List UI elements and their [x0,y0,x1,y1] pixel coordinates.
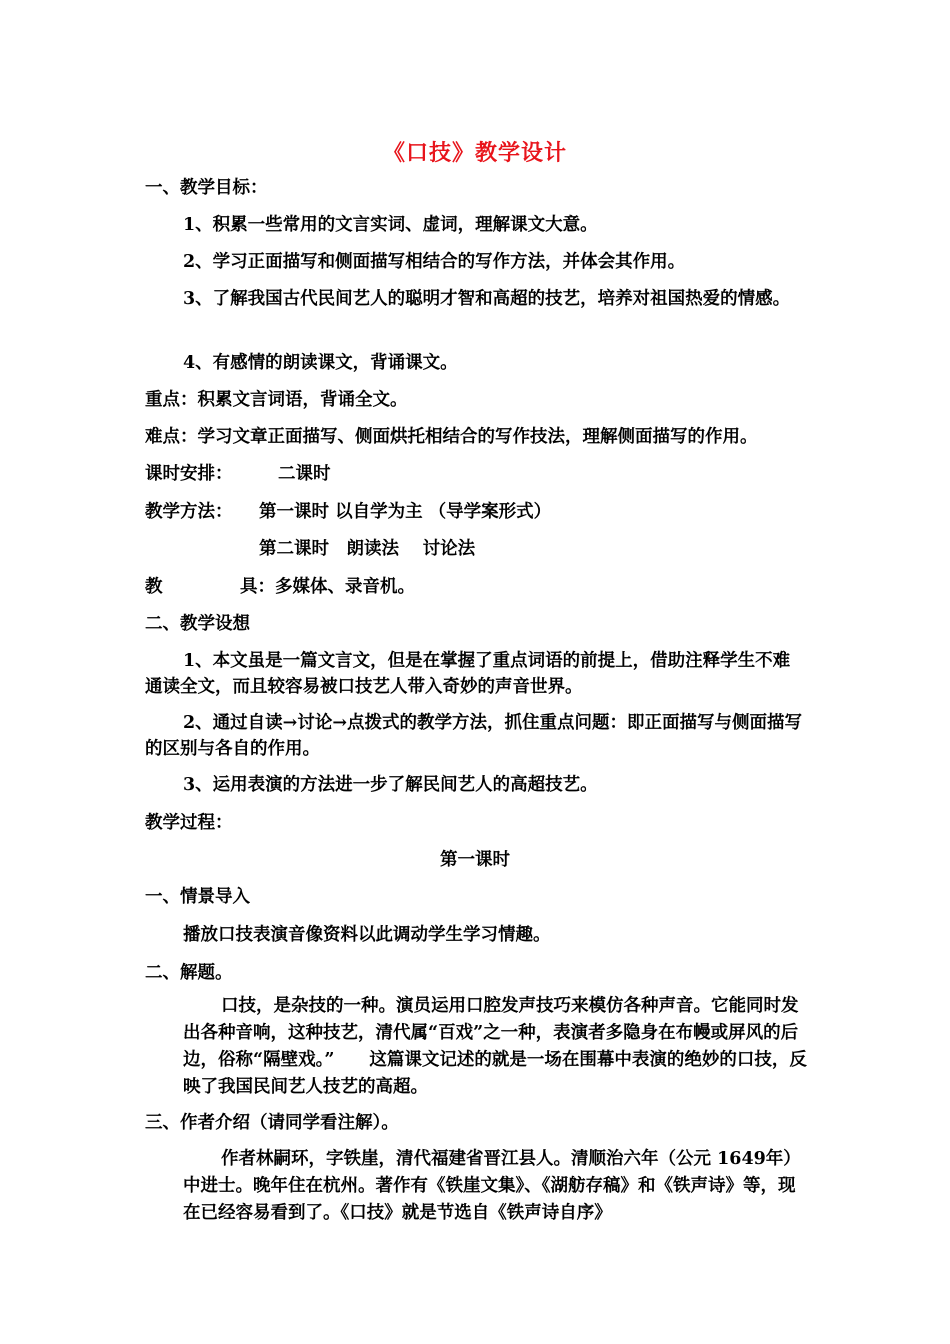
objective-3: 3、了解我国古代民间艺人的聪明才智和高超的技艺，培养对祖国热爱的情感。 [183,289,791,309]
step-2-heading: 二、解题。 [145,963,233,983]
schedule-label: 课时安排： [145,464,233,484]
method-line-1: 第一课时 以自学为主 （导学案形式） [259,502,552,522]
objective-4: 4、有感情的朗读课文，背诵课文。 [183,353,458,373]
process-heading: 教学过程： [145,813,233,833]
objective-1: 1、积累一些常用的文言实词、虚词，理解课文大意。 [183,215,598,235]
document-title: 《口技》教学设计 [382,140,567,166]
idea-3: 3、运用表演的方法进一步了解民间艺人的高超技艺。 [183,775,598,795]
schedule-value: 二课时 [278,464,331,484]
lesson-title: 第一课时 [440,850,510,870]
step-2-text: 口技，是杂技的一种。演员运用口腔发声技巧来模仿各种声音。它能同时发出各种音响，这种技艺，清代属“百戏”之一种，表演者多隐身在布幔或屏风的后边，俗称“隔壁戏。” 这篇课文记述的就是一场在围幕中表演的绝妙的口技，反映了我国民间艺人技艺的高超。 [183,996,807,1097]
step-1-heading: 一、情景导入 [145,887,250,907]
difficulty: 难点：学习文章正面描写、侧面烘托相结合的写作技法，理解侧面描写的作用。 [145,427,758,447]
objective-2: 2、学习正面描写和侧面描写相结合的写作方法，并体会其作用。 [183,252,686,272]
method-label: 教学方法： [145,502,233,522]
tools-label: 教 [145,577,163,597]
section-heading-ideas: 二、教学设想 [145,614,250,634]
idea-2: 2、通过自读→讨论→点拨式的教学方法，抓住重点问题：即正面描写与侧面描写的区别与各自的作用。 [145,713,803,759]
step-3-text: 作者林嗣环，字铁崖，清代福建省晋江县人。清顺治六年（公元 1649年）中进士。晚年住在杭州。著作有《铁崖文集》、《湖舫存稿》和《铁声诗》等，现在已经容易看到了。《口技》就是节选自《铁声诗自序》 [183,1149,801,1223]
idea-1: 1、本文虽是一篇文言文，但是在掌握了重点词语的前提上，借助注释学生不难通读全文，而且较容易被口技艺人带入奇妙的声音世界。 [145,651,791,697]
tools-value: 具：多媒体、录音机。 [240,577,415,597]
step-1-text: 播放口技表演音像资料以此调动学生学习情趣。 [183,925,551,945]
step-3-heading: 三、作者介绍（请同学看注解）。 [145,1113,399,1133]
method-line-2: 第二课时 朗读法 讨论法 [259,539,476,559]
section-heading-objectives: 一、教学目标： [145,178,268,198]
key-point: 重点：积累文言词语，背诵全文。 [145,390,408,410]
